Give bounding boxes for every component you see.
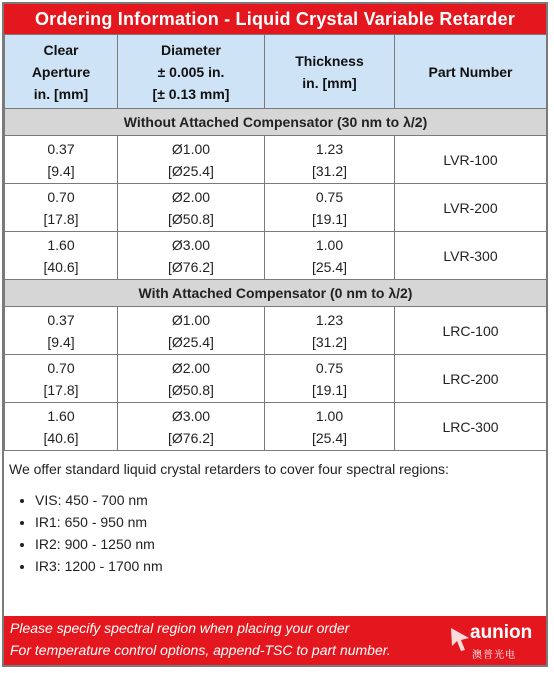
section-label: With Attached Compensator (0 nm to λ/2) [5, 280, 547, 307]
cell-thickness-mm: [19.1] [311, 381, 348, 398]
section-row [5, 109, 547, 136]
table-row [5, 355, 547, 403]
cell-part-number: LRC-200 [395, 355, 547, 403]
cell-thickness [265, 307, 395, 355]
cell-aperture-mm: [40.6] [43, 258, 79, 275]
cell-aperture-in: 1.60 [47, 407, 75, 424]
cell-diameter-in: Ø2.00 [171, 359, 211, 376]
cell-diameter [118, 184, 265, 232]
cell-diameter-mm: [Ø76.2] [168, 429, 214, 446]
brand-logo [450, 622, 540, 662]
footer-note [4, 616, 546, 665]
cell-thickness-mm: [31.2] [311, 162, 348, 179]
cell-thickness-mm: [25.4] [311, 429, 348, 446]
spectral-regions-info [4, 451, 546, 621]
cell-thickness-in: 1.23 [315, 140, 344, 157]
table-row [5, 403, 547, 451]
list-item: • IR3: 1200 - 1700 nm [35, 557, 541, 576]
table-row [5, 136, 547, 184]
cell-thickness-in: 0.75 [315, 188, 344, 205]
cell-thickness-mm: [25.4] [311, 258, 348, 275]
table-row [5, 184, 547, 232]
cell-thickness [265, 232, 395, 280]
table-row [5, 232, 547, 280]
list-item: • IR2: 900 - 1250 nm [35, 535, 541, 554]
arrow-logo-icon [450, 626, 470, 652]
cell-diameter-mm: [Ø50.8] [168, 210, 214, 227]
cell-thickness [265, 184, 395, 232]
cell-aperture-in: 0.70 [47, 359, 75, 376]
cell-part-number: LVR-100 [395, 136, 547, 184]
footer-line-1: Please specify spectral region when placing your order [10, 620, 350, 636]
cell-aperture-mm: [17.8] [43, 210, 79, 227]
cell-thickness-in: 1.00 [315, 236, 344, 253]
cell-diameter [118, 355, 265, 403]
header-thickness: Thickness in. [mm] [265, 35, 395, 109]
cell-diameter [118, 307, 265, 355]
cell-diameter-in: Ø3.00 [171, 407, 211, 424]
cell-diameter [118, 232, 265, 280]
cell-aperture-mm: [40.6] [43, 429, 79, 446]
cell-part-number: LRC-100 [395, 307, 547, 355]
cell-thickness-in: 1.00 [315, 407, 344, 424]
cell-aperture-in: 0.37 [47, 311, 75, 328]
cell-diameter [118, 403, 265, 451]
list-item: • IR1: 650 - 950 nm [35, 513, 541, 532]
cell-thickness-mm: [19.1] [311, 210, 348, 227]
section-row [5, 280, 547, 307]
header-diameter: Diameter ± 0.005 in. [± 0.13 mm] [118, 35, 265, 109]
cell-aperture [5, 184, 118, 232]
header-part-number: Part Number [395, 35, 547, 109]
cell-thickness-in: 1.23 [315, 311, 344, 328]
panel-title: Ordering Information - Liquid Crystal Variable Retarder [4, 4, 546, 34]
cell-aperture [5, 403, 118, 451]
logo-chinese-name: 澳普光电 [472, 650, 516, 661]
cell-diameter-in: Ø2.00 [171, 188, 211, 205]
cell-diameter-mm: [Ø25.4] [168, 162, 214, 179]
section-label: Without Attached Compensator (30 nm to λ/2) [5, 109, 547, 136]
cell-aperture [5, 307, 118, 355]
cell-diameter-mm: [Ø25.4] [168, 333, 214, 350]
ordering-table [4, 34, 547, 451]
cell-diameter-mm: [Ø76.2] [168, 258, 214, 275]
cell-thickness [265, 355, 395, 403]
cell-part-number: LRC-300 [395, 403, 547, 451]
header-aperture: Clear Aperture in. [mm] [5, 35, 118, 109]
cell-aperture [5, 136, 118, 184]
cell-thickness [265, 136, 395, 184]
cell-aperture [5, 355, 118, 403]
cell-aperture-in: 0.70 [47, 188, 75, 205]
cell-diameter-in: Ø3.00 [171, 236, 211, 253]
table-row [5, 307, 547, 355]
intro-text: We offer standard liquid crystal retarders to cover four spectral regions: [9, 461, 449, 477]
cell-aperture [5, 232, 118, 280]
table-header-row [5, 35, 547, 109]
footer-line-2: For temperature control options, append-TSC to part number. [10, 642, 391, 658]
list-item: • VIS: 450 - 700 nm [35, 491, 541, 510]
cell-part-number: LVR-300 [395, 232, 547, 280]
cell-aperture-in: 1.60 [47, 236, 75, 253]
cell-diameter [118, 136, 265, 184]
cell-aperture-mm: [9.4] [47, 162, 75, 179]
cell-aperture-in: 0.37 [47, 140, 75, 157]
cell-thickness [265, 403, 395, 451]
cell-aperture-mm: [9.4] [47, 333, 75, 350]
ordering-info-panel [2, 2, 548, 667]
cell-diameter-mm: [Ø50.8] [168, 381, 214, 398]
cell-thickness-in: 0.75 [315, 359, 344, 376]
logo-wordmark: aunion [470, 622, 533, 643]
cell-thickness-mm: [31.2] [311, 333, 348, 350]
cell-aperture-mm: [17.8] [43, 381, 79, 398]
cell-diameter-in: Ø1.00 [171, 311, 211, 328]
cell-diameter-in: Ø1.00 [171, 140, 211, 157]
cell-part-number: LVR-200 [395, 184, 547, 232]
regions-list [9, 491, 541, 576]
